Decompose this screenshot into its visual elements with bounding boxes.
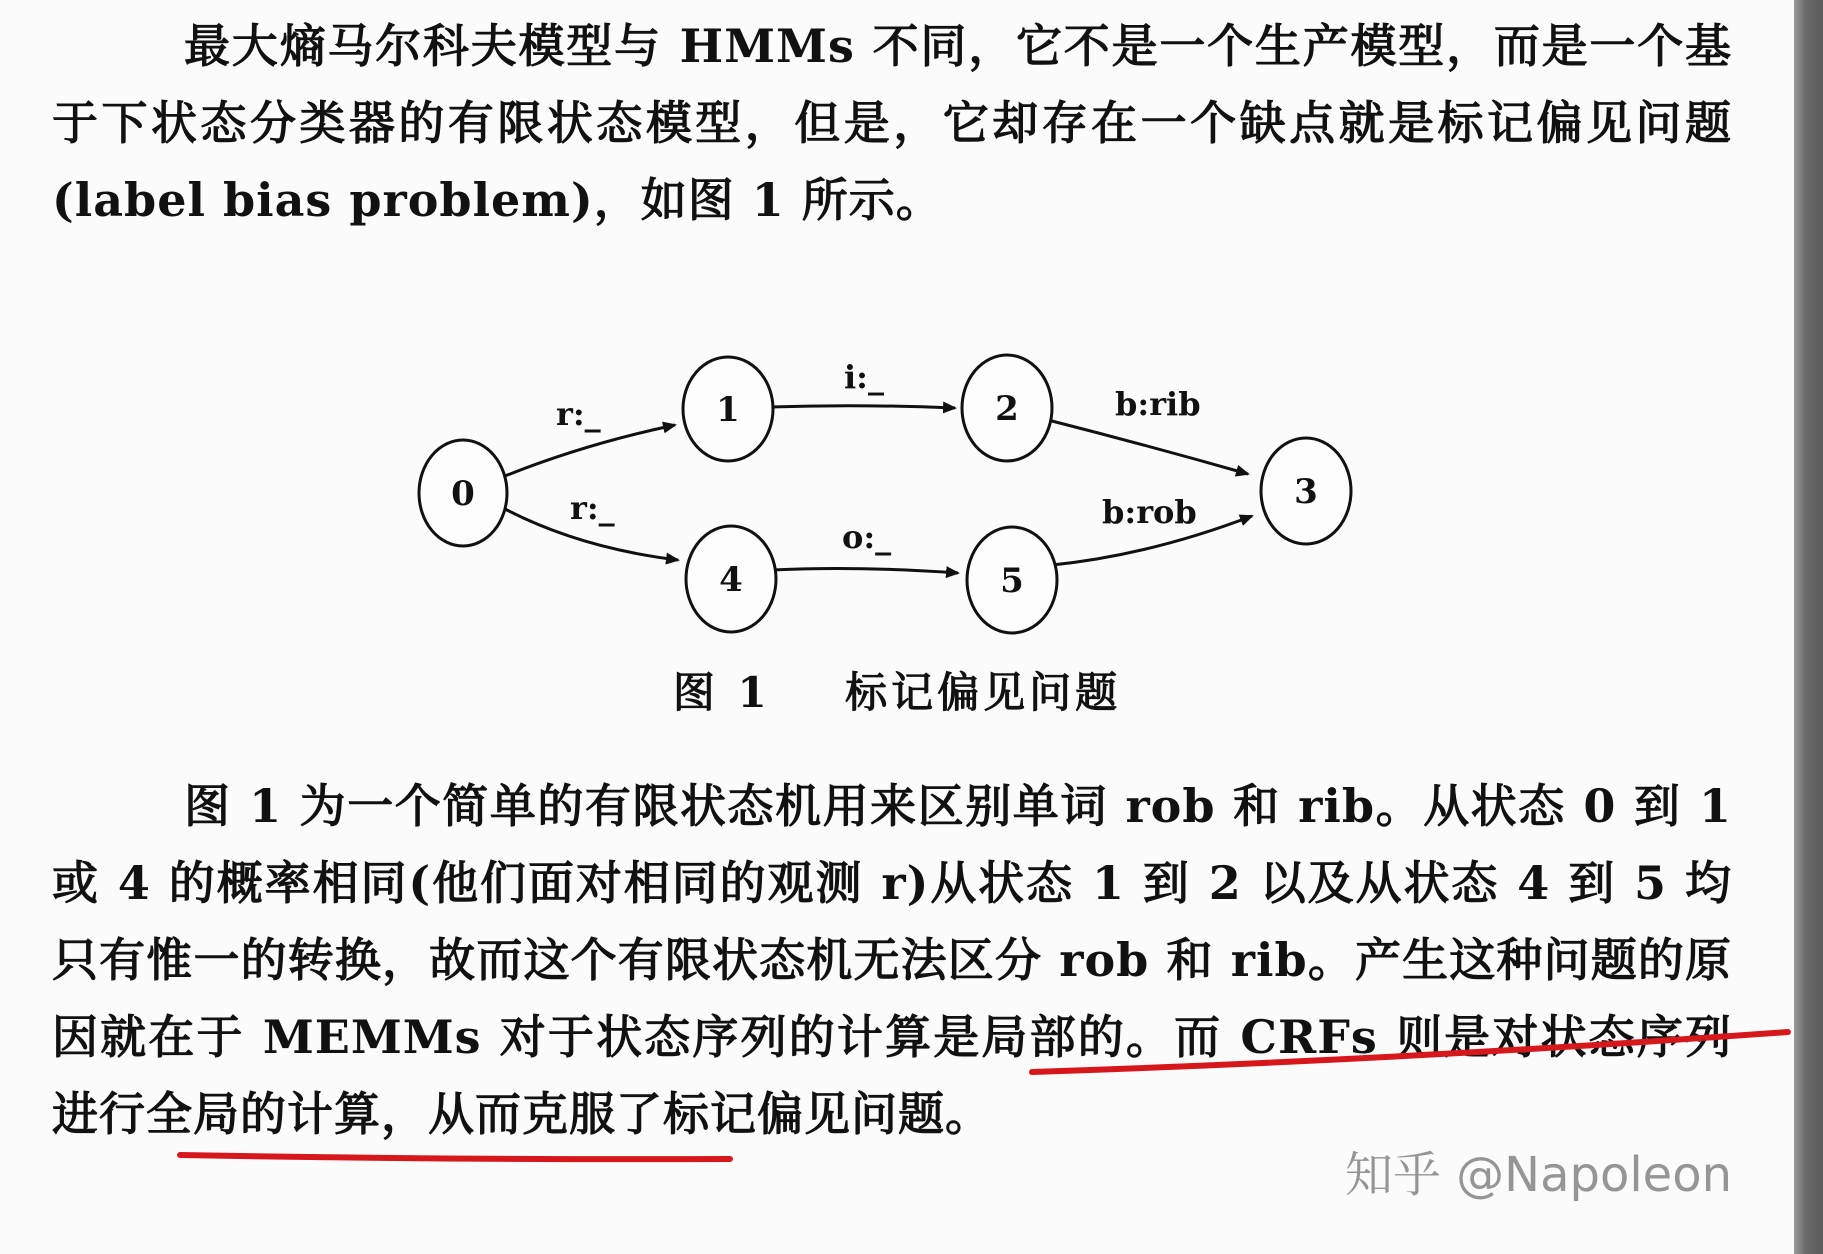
figure-caption: 图 1 标记偏见问题 [672,668,1122,717]
page-edge-shadow [1794,0,1823,1254]
state-node-2 [962,355,1052,461]
state-label-1: 1 [716,390,740,430]
watermark: 知乎 @Napoleon [1344,1147,1732,1203]
state-label-2: 2 [995,389,1019,429]
edge-label-4-5: o:_ [842,518,892,556]
edge-2-3 [1048,420,1248,474]
state-node-5 [967,527,1057,633]
edge-label-2-3: b:rib [1115,385,1201,423]
state-node-4 [686,526,776,632]
state-label-3: 3 [1294,472,1318,512]
edge-label-1-2: i:_ [844,358,884,396]
edge-label-0-1: r:_ [556,395,601,433]
edge-1-2 [770,406,955,408]
state-node-1 [683,357,773,461]
state-node-3 [1261,438,1351,544]
edge-label-0-4: r:_ [570,489,615,527]
state-node-0 [419,440,507,546]
paragraph-explanation: 图 1 为一个简单的有限状态机用来区别单词 rob 和 rib。从状态 0 到 1 或 4 的概率相同(他们面对相同的观测 r)从状态 1 到 2 以及从状态 4 到 5 均只有惟一的转换，故而这个有限状态机无法区分 rob 和 rib。产生这种问题的原因就在于 MEMMs 对于状态序列的计算是局部的。而 CRFs 则是对状态序列进行全局的计算，从而克服了标记偏见问题。 [52,779,1732,1141]
paragraph-intro: 最大熵马尔科夫模型与 HMMs 不同，它不是一个生产模型，而是一个基于下状态分类器的有限状态模型，但是，它却存在一个缺点就是标记偏见问题(label bias problem)，如图 1 所示。 [52,19,1732,227]
edge-label-5-3: b:rob [1102,493,1197,531]
state-label-4: 4 [719,560,743,600]
state-label-5: 5 [1000,561,1024,601]
state-label-0: 0 [451,474,475,514]
edge-4-5 [772,569,958,573]
